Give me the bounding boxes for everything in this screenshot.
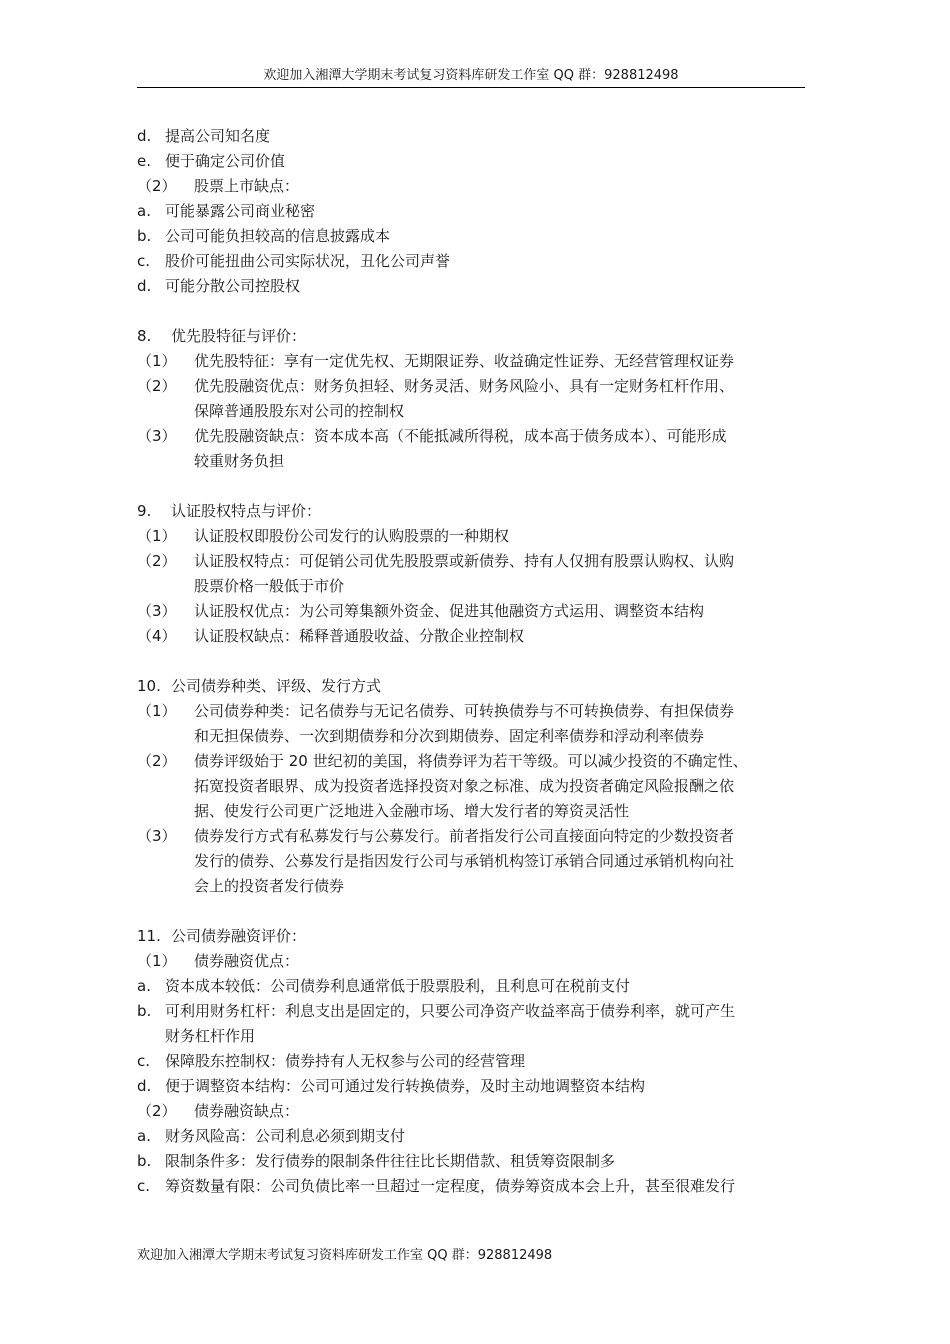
item-marker: （2）	[137, 177, 177, 195]
item-text: 保障股东控制权：债券持有人无权参与公司的经营管理	[165, 1052, 526, 1070]
section-title: 公司债券融资评价：	[171, 927, 307, 945]
list-item	[137, 274, 807, 299]
list-item	[137, 549, 807, 574]
item-marker: （1）	[137, 527, 177, 545]
item-marker: （2）	[137, 552, 177, 570]
item-text: 债券融资优点：	[194, 952, 300, 970]
item-marker: d.	[137, 1077, 152, 1095]
section-number: 10.	[137, 677, 161, 695]
item-marker: （1）	[137, 352, 177, 370]
page-footer: 欢迎加入湘潭大学期末考试复习资料库研发工作室 QQ 群：928812498	[137, 1248, 553, 1263]
item-continuation: 会上的投资者发行债券	[194, 877, 345, 895]
list-item	[137, 1149, 807, 1174]
list-item	[137, 1099, 807, 1124]
item-continuation: 较重财务负担	[194, 452, 285, 470]
item-marker: a.	[137, 1127, 151, 1145]
list-item	[137, 349, 807, 374]
item-marker: e.	[137, 152, 151, 170]
section-heading	[137, 324, 807, 349]
item-text: 债券评级始于 20 世纪初的美国，将债券评为若干等级。可以减少投资的不确定性、	[194, 752, 748, 770]
item-text: 优先股融资缺点：资本成本高（不能抵减所得税，成本高于债务成本）、可能形成	[194, 427, 727, 445]
list-item	[137, 174, 807, 199]
item-text: 提高公司知名度	[165, 127, 271, 145]
list-item	[137, 1049, 807, 1074]
item-marker: b.	[137, 227, 152, 245]
item-text: 认证股权特点：可促销公司优先股股票或新债券、持有人仅拥有股票认购权、认购	[194, 552, 735, 570]
item-text: 债券发行方式有私募发行与公募发行。前者指发行公司直接面向特定的少数投资者	[194, 827, 735, 845]
section-number: 8.	[137, 327, 152, 345]
item-continuation: 股票价格一般低于市价	[194, 577, 345, 595]
list-item	[137, 124, 807, 149]
item-marker: （3）	[137, 827, 177, 845]
section-heading	[137, 674, 807, 699]
item-marker: （2）	[137, 377, 177, 395]
page-header: 欢迎加入湘潭大学期末考试复习资料库研发工作室 QQ 群：928812498	[263, 68, 679, 83]
list-item	[137, 424, 807, 449]
item-marker: （2）	[137, 752, 177, 770]
item-marker: c.	[137, 1177, 151, 1195]
list-item	[137, 824, 807, 849]
item-marker: a.	[137, 202, 151, 220]
item-marker: （1）	[137, 952, 177, 970]
item-text: 公司可能负担较高的信息披露成本	[165, 227, 391, 245]
item-text: 股票上市缺点：	[194, 177, 300, 195]
item-marker: （2）	[137, 1102, 177, 1120]
item-text: 筹资数量有限：公司负债比率一旦超过一定程度，债券筹资成本会上升，甚至很难发行	[165, 1177, 736, 1195]
item-marker: b.	[137, 1152, 152, 1170]
item-continuation: 和无担保债券、一次到期债券和分次到期债券、固定利率债券和浮动利率债券	[194, 727, 705, 745]
item-marker: （3）	[137, 427, 177, 445]
item-continuation: 拓宽投资者眼界、成为投资者选择投资对象之标准、成为投资者确定风险报酬之依	[194, 777, 735, 795]
section-heading	[137, 924, 807, 949]
item-text: 认证股权即股份公司发行的认购股票的一种期权	[194, 527, 510, 545]
item-marker: b.	[137, 1002, 152, 1020]
list-item	[137, 374, 807, 399]
item-marker: （3）	[137, 602, 177, 620]
list-item	[137, 624, 807, 649]
item-text: 债券融资缺点：	[194, 1102, 300, 1120]
item-text: 便于确定公司价值	[165, 152, 286, 170]
item-text: 股价可能扭曲公司实际状况，丑化公司声誉	[165, 252, 451, 270]
list-item	[137, 149, 807, 174]
item-marker: （4）	[137, 627, 177, 645]
item-text: 可利用财务杠杆：利息支出是固定的，只要公司净资产收益率高于债券利率，就可产生	[165, 1002, 736, 1020]
item-text: 财务风险高：公司利息必须到期支付	[165, 1127, 406, 1145]
item-text: 认证股权缺点：稀释普通股收益、分散企业控制权	[194, 627, 525, 645]
item-marker: c.	[137, 1052, 151, 1070]
list-item	[137, 599, 807, 624]
list-item	[137, 1074, 807, 1099]
header-divider	[137, 87, 805, 88]
list-item	[137, 524, 807, 549]
item-continuation: 财务杠杆作用	[165, 1027, 256, 1045]
item-text: 资本成本较低：公司债券利息通常低于股票股利，且利息可在税前支付	[165, 977, 631, 995]
item-continuation: 发行的债券、公募发行是指因发行公司与承销机构签订承销合同通过承销机构向社	[194, 852, 735, 870]
section-number: 9.	[137, 502, 152, 520]
list-item	[137, 749, 807, 774]
list-item	[137, 1124, 807, 1149]
item-continuation: 据、使发行公司更广泛地进入金融市场、增大发行者的筹资灵活性	[194, 802, 630, 820]
item-text: 优先股特征：享有一定优先权、无期限证券、收益确定性证券、无经营管理权证券	[194, 352, 735, 370]
list-item	[137, 974, 807, 999]
section-heading	[137, 499, 807, 524]
section-title: 公司债券种类、评级、发行方式	[171, 677, 382, 695]
list-item	[137, 249, 807, 274]
section-title: 优先股特征与评价：	[171, 327, 307, 345]
item-text: 限制条件多：发行债券的限制条件往往比长期借款、租赁筹资限制多	[165, 1152, 616, 1170]
item-marker: （1）	[137, 702, 177, 720]
item-text: 可能分散公司控股权	[165, 277, 301, 295]
item-text: 优先股融资优点：财务负担轻、财务灵活、财务风险小、具有一定财务杠杆作用、	[194, 377, 735, 395]
item-marker: c.	[137, 252, 151, 270]
list-item	[137, 224, 807, 249]
item-text: 认证股权优点：为公司筹集额外资金、促进其他融资方式运用、调整资本结构	[194, 602, 705, 620]
list-item	[137, 1174, 807, 1199]
section-title: 认证股权特点与评价：	[171, 502, 322, 520]
item-marker: a.	[137, 977, 151, 995]
item-text: 可能暴露公司商业秘密	[165, 202, 316, 220]
list-item	[137, 949, 807, 974]
item-continuation: 保障普通股股东对公司的控制权	[194, 402, 405, 420]
list-item	[137, 999, 807, 1024]
list-item	[137, 699, 807, 724]
document-body	[137, 124, 807, 1199]
item-marker: d.	[137, 277, 152, 295]
item-text: 便于调整资本结构：公司可通过发行转换债券，及时主动地调整资本结构	[165, 1077, 646, 1095]
item-text: 公司债券种类：记名债券与无记名债券、可转换债券与不可转换债券、有担保债券	[194, 702, 735, 720]
list-item	[137, 199, 807, 224]
item-marker: d.	[137, 127, 152, 145]
section-number: 11.	[137, 927, 161, 945]
